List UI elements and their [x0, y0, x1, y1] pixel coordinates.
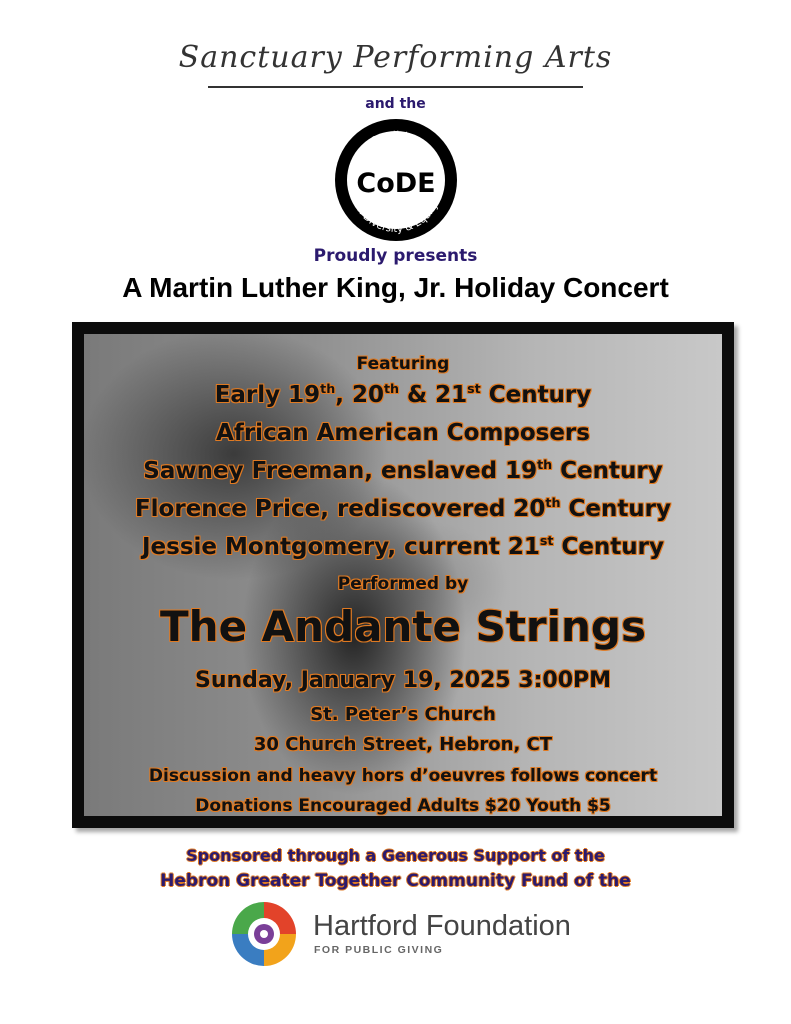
donations-note: Donations Encouraged Adults $20 Youth $5: [195, 796, 611, 816]
composer-freeman: Sawney Freeman, enslaved 19th Century: [143, 457, 663, 484]
composers-heading: African American Composers: [216, 420, 590, 446]
composer-montgomery: Jessie Montgomery, current 21st Century: [141, 533, 665, 560]
and-the-text: and the: [365, 96, 426, 112]
venue-name: St. Peter’s Church: [310, 704, 496, 725]
sponsor-line-2: Hebron Greater Together Community Fund of the: [160, 871, 631, 891]
discussion-note: Discussion and heavy hors d’oeuvres follows concert: [148, 766, 658, 786]
code-logo-acronym: CoDE: [356, 168, 436, 199]
sponsor-line-1: Sponsored through a Generous Support of the: [186, 846, 605, 865]
mlk-photo: [84, 334, 722, 816]
concert-title: A Martin Luther King, Jr. Holiday Concert: [122, 272, 669, 303]
concert-date-time: Sunday, January 19, 2025 3:00PM: [194, 668, 612, 693]
proudly-presents: Proudly presents: [313, 246, 478, 266]
hartford-foundation-swirl-icon: [226, 896, 302, 972]
hartford-foundation-name: Hartford Foundation: [313, 910, 571, 942]
composer-price: Florence Price, rediscovered 20th Century: [134, 495, 672, 522]
venue-address: 30 Church Street, Hebron, CT: [253, 734, 553, 755]
photo-frame: [72, 322, 734, 828]
presenter-name: Sanctuary Performing Arts: [178, 40, 613, 75]
hartford-foundation-subtitle: FOR PUBLIC GIVING: [314, 944, 444, 956]
presenter-underline: [208, 86, 583, 88]
featuring-label: Featuring: [356, 354, 450, 374]
code-logo: [333, 117, 459, 243]
code-logo-arc-bottom: on Diversity & Equity: [351, 200, 441, 236]
code-logo-arc-top: Coalition: [368, 128, 424, 149]
century-line: Early 19th, 20th & 21st Century: [214, 381, 592, 408]
ensemble-name: The Andante Strings: [160, 602, 646, 651]
performed-by-label: Performed by: [337, 574, 469, 594]
